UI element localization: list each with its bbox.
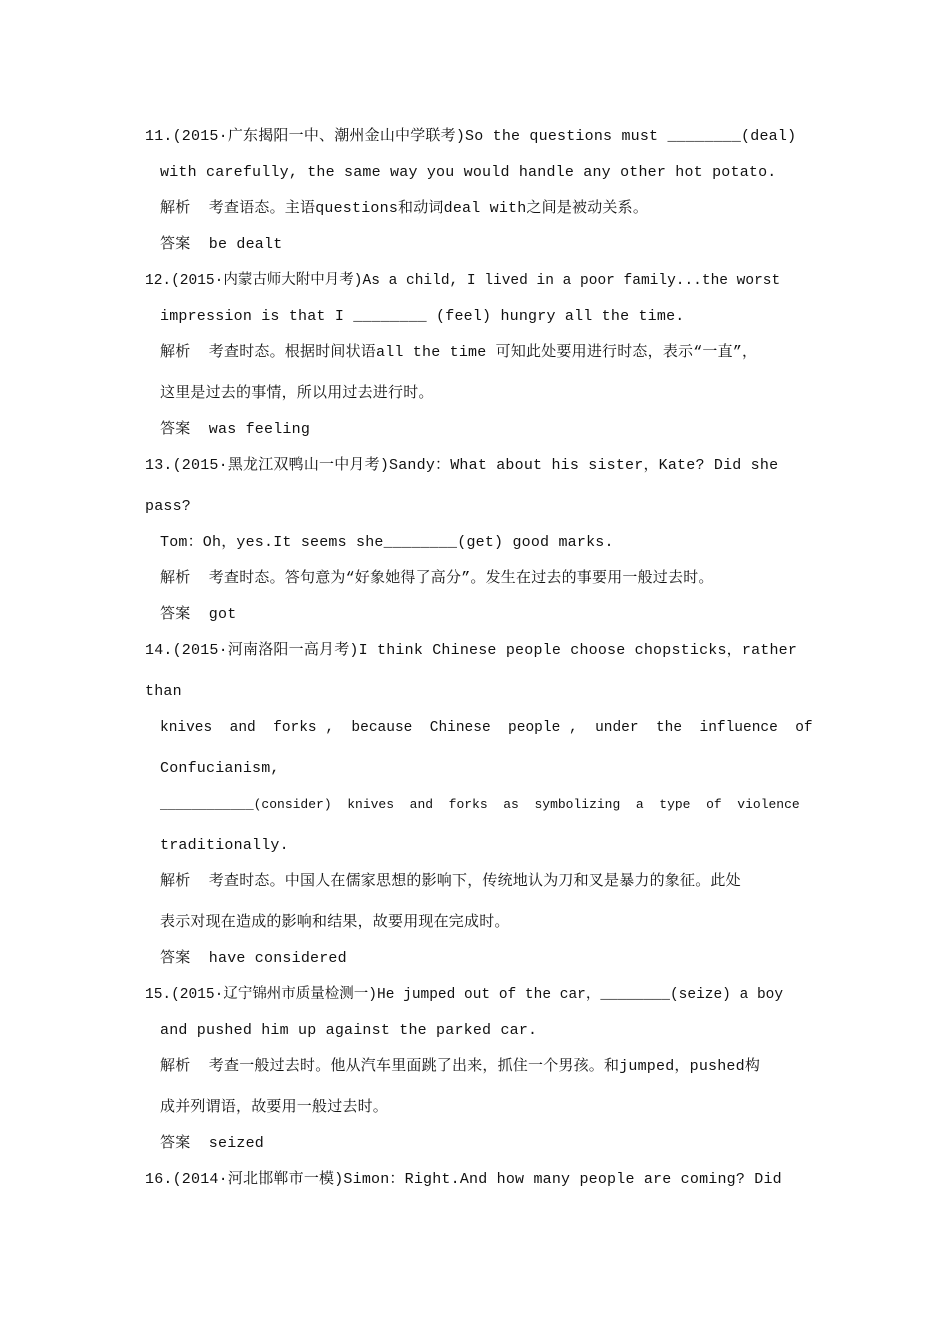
question-line: 12.(2015·内蒙古师大附中月考)As a child, I lived in a poor family...the worst <box>145 273 781 289</box>
question-line: knives and forks , because Chinese people , under the influence of <box>160 720 813 736</box>
question-line: 16.(2014·河北邯郸市一模)Simon：Right.And how many people are coming? Did <box>145 1171 782 1188</box>
question-line: ____________(consider) knives and forks as symbolizing a type of violence <box>160 797 800 812</box>
question-line: impression is that I ________ (feel) hungry all the time. <box>160 308 685 325</box>
question-line: 15.(2015·辽宁锦州市质量检测一)He jumped out of the car，________(seize) a boy <box>145 987 784 1003</box>
answer-line: 答案 have considered <box>160 950 347 967</box>
analysis-line: 表示对现在造成的影响和结果，故要用现在完成时。 <box>160 914 510 931</box>
answer-line: 答案 seized <box>160 1135 265 1152</box>
analysis-line: 解析 考查时态。答句意为“好象她得了高分”。发生在过去的事要用一般过去时。 <box>160 570 714 587</box>
question-line: 11.(2015·广东揭阳一中、潮州金山中学联考)So the questions must ________(deal) <box>145 128 797 145</box>
question-line: pass? <box>145 498 192 515</box>
analysis-line: 解析 考查时态。根据时间状语all the time 可知此处要用进行时态，表示“一直”， <box>160 344 758 361</box>
question-line: traditionally. <box>160 837 289 854</box>
question-line: 14.(2015·河南洛阳一高月考)I think Chinese people choose chopsticks，rather <box>145 642 798 659</box>
answer-line: 答案 be dealt <box>160 236 283 253</box>
answer-line: 答案 got <box>160 606 237 623</box>
question-line: Tom：Oh，yes.It seems she________(get) good marks. <box>160 534 614 551</box>
question-line: with carefully, the same way you would handle any other hot potato. <box>160 164 777 181</box>
analysis-line: 解析 考查语态。主语questions和动词deal with之间是被动关系。 <box>160 200 649 217</box>
analysis-line: 解析 考查时态。中国人在儒家思想的影响下，传统地认为刀和叉是暴力的象征。此处 <box>160 873 741 890</box>
answer-line: 答案 was feeling <box>160 421 311 438</box>
question-line: and pushed him up against the parked car. <box>160 1022 538 1039</box>
question-line: Confucianism, <box>160 760 280 777</box>
analysis-line: 解析 考查一般过去时。他从汽车里面跳了出来，抓住一个男孩。和jumped，pushed构 <box>160 1058 761 1075</box>
question-line: than <box>145 683 182 700</box>
question-line: 13.(2015·黑龙江双鸭山一中月考)Sandy：What about his sister，Kate? Did she <box>145 457 779 474</box>
analysis-line: 这里是过去的事情，所以用过去进行时。 <box>160 385 434 402</box>
analysis-line: 成并列谓语，故要用一般过去时。 <box>160 1099 389 1116</box>
